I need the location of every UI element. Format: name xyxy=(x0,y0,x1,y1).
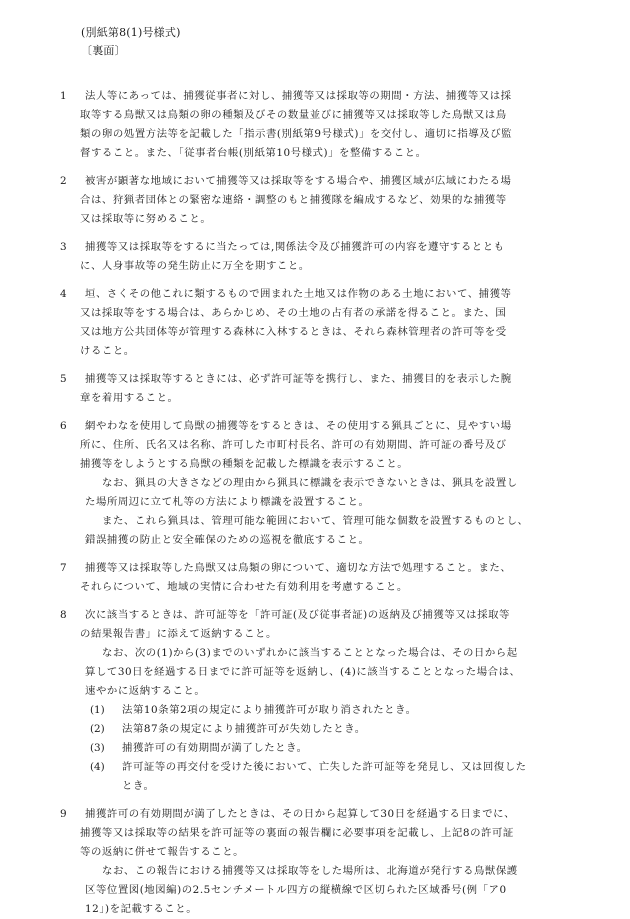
item-text-line: 所に、住所、氏名又は名称、許可した市町村長名、許可の有効期間、許可証の番号及び xyxy=(80,439,507,451)
item-paragraph-line: 12」)を記載すること。 xyxy=(85,903,198,915)
sub-item xyxy=(80,758,580,796)
item-text-line: 次に該当するときは、許可証等を「許可証(及び従事者証)の返納及び捕獲等又は採取等 xyxy=(85,609,510,621)
item-paragraph-line: なお、次の(1)から(3)までのいずれかに該当することとなった場合は、その日から起 xyxy=(102,647,518,659)
item-text-line: 被害が顕著な地域において捕獲等又は採取等をする場合や、捕獲区域が広域にわたる場 xyxy=(85,175,512,187)
item-paragraph-line: 区等位置図(地図編)の2.5センチメートル四方の縦横線で区切られた区域番号(例「ア0 xyxy=(85,884,507,896)
item-text-line: 法人等にあっては、捕獲従事者に対し、捕獲等又は採取等の期間・方法、捕獲等又は採 xyxy=(85,90,512,102)
item-text-line: 又は採取等をする場合は、あらかじめ、その土地の占有者の承諾を得ること。また、国 xyxy=(80,307,507,319)
item-text-line: 捕獲等又は採取等をするに当たっては,関係法令及び捕獲許可の内容を遵守するととも xyxy=(85,241,505,253)
sub-item-number: (3) xyxy=(90,742,105,754)
item-text-line: 捕獲許可の有効期間が満了したときは、その日から起算して30日を経過する日までに、 xyxy=(85,808,516,820)
sub-item-text-line: 法第10条第2項の規定により捕獲許可が取り消されたとき。 xyxy=(122,704,417,716)
item-paragraph-line: 算して30日を経過する日までに許可証等を返納し、(4)に該当することとなった場合は、 xyxy=(85,666,521,678)
sub-item xyxy=(80,720,580,739)
side-label: 〔裏面〕 xyxy=(81,44,126,57)
instruction-item xyxy=(60,87,580,163)
sub-item-number: (1) xyxy=(90,704,105,716)
item-text-line: に、人身事故等の発生防止に万全を期すこと。 xyxy=(80,260,310,272)
item-text-line: けること。 xyxy=(80,345,135,357)
item-number: 8 xyxy=(60,609,67,621)
item-number: 4 xyxy=(60,288,67,300)
item-text-line: 又は採取等に努めること。 xyxy=(80,213,212,225)
item-text-line: 合は、狩猟者団体との緊密な連絡・調整のもと捕獲隊を編成するなど、効果的な捕獲等 xyxy=(80,194,507,206)
item-paragraph-line: また、これら猟具は、管理可能な範囲において、管理可能な個数を設置するものとし、 xyxy=(102,515,529,527)
sub-item-text-line: とき。 xyxy=(122,780,155,792)
instructions-list xyxy=(60,78,580,919)
item-paragraph-line: 錯誤捕獲の防止と安全確保のための巡視を徹底すること。 xyxy=(85,534,370,546)
item-number: 1 xyxy=(60,90,67,102)
instruction-item xyxy=(60,417,580,550)
item-paragraph-line: た場所周辺に立て札等の方法により標識を設置すること。 xyxy=(85,496,370,508)
item-text-line: の結果報告書」に添えて返納すること。 xyxy=(80,628,277,640)
item-number: 2 xyxy=(60,175,67,187)
item-paragraph-line: 速やかに返納すること。 xyxy=(85,685,206,697)
sub-item-number: (2) xyxy=(90,723,105,735)
item-text-line: 等の返納に併せて報告すること。 xyxy=(80,846,245,858)
item-number: 6 xyxy=(60,420,67,432)
item-text-line: 網やわなを使用して鳥獣の捕獲等をするときは、その使用する猟具ごとに、見やすい場 xyxy=(85,420,512,432)
item-text-line: 又は地方公共団体等が管理する森林に入林するときは、それら森林管理者の許可等を受 xyxy=(80,326,507,338)
sub-item-text-line: 捕獲許可の有効期間が満了したとき。 xyxy=(122,742,308,754)
item-text-line: 捕獲等をしようとする鳥獣の種類を記載した標識を表示すること。 xyxy=(80,458,409,470)
item-text-line: 章を着用すること。 xyxy=(80,392,179,404)
sub-item-number: (4) xyxy=(90,761,105,773)
item-number: 3 xyxy=(60,241,67,253)
instruction-item xyxy=(60,606,580,796)
form-title: (別紙第8(1)号様式) xyxy=(81,26,181,39)
instruction-item xyxy=(60,285,580,361)
instruction-item xyxy=(60,559,580,597)
item-text-line: 取等する鳥獣又は鳥類の卵の種類及びその数量並びに捕獲等又は採取等した鳥獣又は鳥 xyxy=(80,109,507,121)
item-paragraph-line: なお、猟具の大きさなどの理由から猟具に標識を表示できないときは、猟具を設置し xyxy=(102,477,518,489)
instruction-item xyxy=(60,805,580,919)
item-paragraph-line: なお、この報告における捕獲等又は採取等をした場所は、北海道が発行する鳥獣保護 xyxy=(102,865,518,877)
item-text-line: 垣、さくその他これに類するもので囲まれた土地又は作物のある土地において、捕獲等 xyxy=(85,288,512,300)
instruction-item xyxy=(60,370,580,408)
item-text-line: 捕獲等又は採取等するときには、必ず許可証等を携行し、また、捕獲目的を表示した腕 xyxy=(85,373,512,385)
sub-item-text-line: 法第87条の規定により捕獲許可が失効したとき。 xyxy=(122,723,366,735)
instruction-item xyxy=(60,172,580,229)
item-text-line: 類の卵の処置方法等を記載した「指示書(別紙第9号様式)」を交付し、適切に指導及び監 xyxy=(80,128,513,140)
item-number: 7 xyxy=(60,562,67,574)
instruction-item xyxy=(60,238,580,276)
item-text-line: 督すること。また、「従事者台帳(別紙第10号様式)」を整備すること。 xyxy=(80,147,427,159)
sub-item xyxy=(80,701,580,720)
sub-item-text-line: 許可証等の再交付を受けた後において、亡失した許可証等を発見し、又は回復した xyxy=(122,761,527,773)
item-number: 9 xyxy=(60,808,67,820)
sub-item xyxy=(80,739,580,758)
item-text-line: それらについて、地域の実情に合わせた有効利用を考慮すること。 xyxy=(80,581,408,593)
item-number: 5 xyxy=(60,373,67,385)
item-text-line: 捕獲等又は採取等した鳥獣又は鳥類の卵について、適切な方法で処理すること。また、 xyxy=(85,562,512,574)
item-text-line: 捕獲等又は採取等の結果を許可証等の裏面の報告欄に必要事項を記載し、上記8の許可証 xyxy=(80,827,514,839)
